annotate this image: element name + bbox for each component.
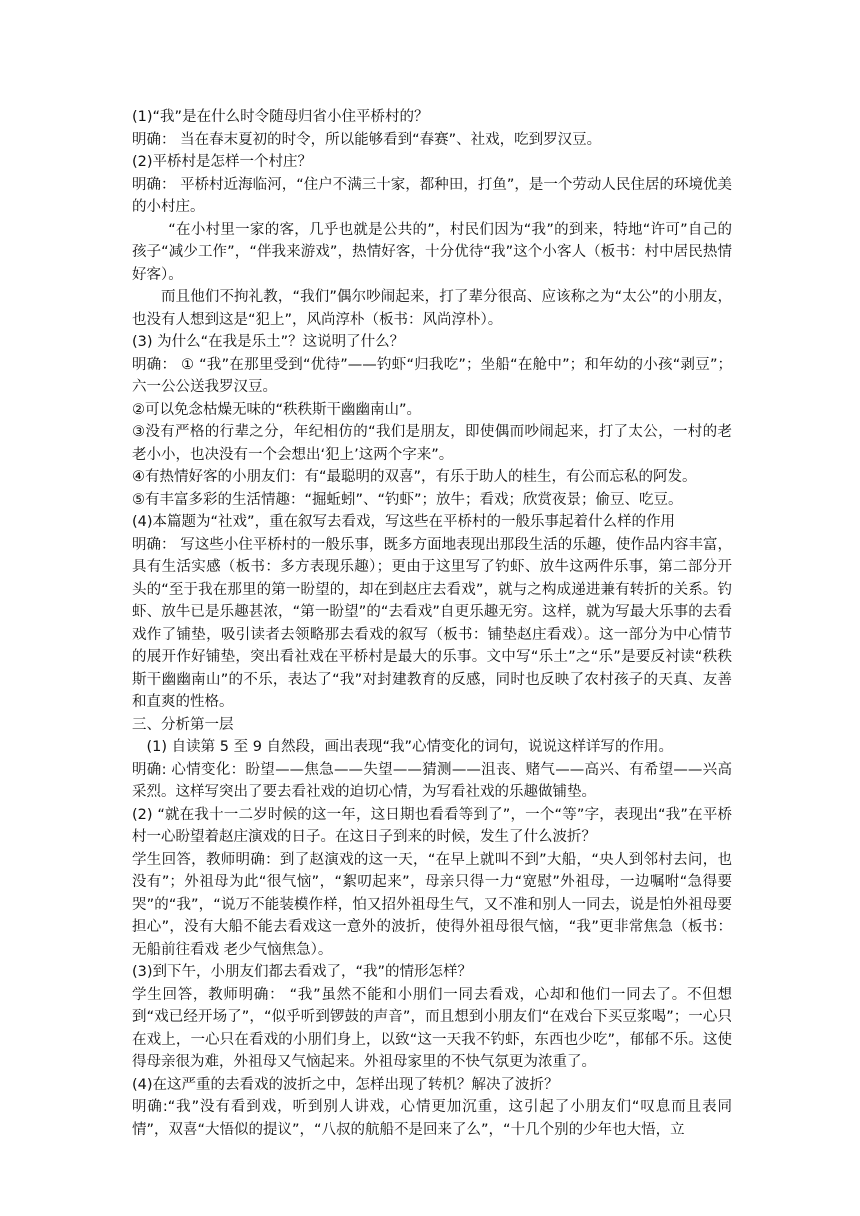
answer-3-item-5: ⑤有丰富多彩的生活情趣：“掘蚯蚓”、“钓虾”；放牛；看戏；欣赏夜景；偷豆、吃豆。 <box>132 491 683 508</box>
question-1: (1)“我”是在什么时令随母归省小住平桥村的？ <box>132 109 429 125</box>
section-answer-4: 明确:“我”没有看到戏，听到别人讲戏，心情更加沉重，这引起了小朋友们“叹息而且表同情”，双喜“大悟似的提议”，“八叔的航船不是回来了么”，“十几个别的少年也大悟，立 <box>132 1099 732 1138</box>
section-answer-3: 学生回答，教师明确： “我”虽然不能和小朋们一同去看戏，心却和他们一同去了。不但想到“戏已经开场了”，“似乎听到锣鼓的声音”，而且想到小朋友们“在戏台下买豆浆喝”；一心只在戏上，一心只在看戏的小朋们身上，以致“这一天我不钓虾，东西也少吃”，郁郁不乐。这使得母亲很为难，外祖母又气恼起来。外祖母家里的不快气氛更为浓重了。 <box>132 986 732 1070</box>
answer-3-item-1: 明确： ① “我”在那里受到“优待”——钓虾“归我吃”；坐船“在舱中”；和年幼的小孩“剥豆”；六一公公送我罗汉豆。 <box>132 356 732 395</box>
question-2: (2)平桥村是怎样一个村庄？ <box>132 154 313 170</box>
section-question-3: (3)到下午，小朋友们都去看戏了，“我”的情形怎样？ <box>132 964 473 980</box>
section-question-2: (2) “就在我十一二岁时候的这一年，这日期也看看等到了”，一个“等”字，表现出“我”在平桥村一心盼望着赵庄演戏的日子。在这日子到来的时候，发生了什么波折？ <box>132 806 732 845</box>
section-answer-2: 学生回答，教师明确：到了赵演戏的这一天，“在早上就叫不到”大船，“央人到邻村去问，也没有”；外祖母为此“很气恼”，“絮叨起来”，母亲只得一力“宽慰”外祖母，一边嘱咐“急得要哭”的“我”，“说万不能装模作样，怕又招外祖母生气，又不准和别人一同去，说是怕外祖母要担心”，没有大船不能去看戏这一意外的波折，使得外祖母很气恼，“我”更非常焦急（板书：无船前往看戏 老少气恼焦急）。 <box>132 851 732 958</box>
answer-2-paragraph-3: 而且他们不拘礼教，“我们”偶尔吵闹起来，打了辈分很高、应该称之为“太公”的小朋友，也没有人想到这是“犯上”，风尚淳朴（板书：风尚淳朴）。 <box>132 289 732 328</box>
answer-2-paragraph-2: “在小村里一家的客，几乎也就是公共的”，村民们因为“我”的到来，特地“许可”自己的孩子“减少工作”，“伴我来游戏”，热情好客，十分优待“我”这个小客人（板书：村中居民热情好客）。 <box>132 221 732 283</box>
answer-4: 明确： 写这些小住平桥村的一般乐事，既多方面地表现出那段生活的乐趣，使作品内容丰富，具有生活实感（板书：多方表现乐趣）；更由于这里写了钓虾、放牛这两件乐事，第二部分开头的“至于我在那里的第一盼望的，却在到赵庄去看戏”，就与之构成递进兼有转折的关系。钓虾、放牛已是乐趣甚浓，“第一盼望”的“去看戏”自更乐趣无穷。这样，就为写最大乐事的去看戏作了铺垫，吸引读者去领略那去看戏的叙写（板书：铺垫赵庄看戏）。这一部分为中心情节的展开作好铺垫，突出看社戏在平桥村是最大的乐事。文中写“乐土”之“乐”是要反衬读“秩秩斯干幽幽南山”的不乐，表达了“我”对封建教育的反感，同时也反映了农村孩子的天真、友善和直爽的性格。 <box>132 536 732 710</box>
question-3: (3) 为什么“在我是乐土”？这说明了什么？ <box>132 334 405 350</box>
question-4: (4)本篇题为“社戏”，重在叙写去看戏，写这些在平桥村的一般乐事起着什么样的作用 <box>132 514 676 530</box>
answer-3-item-4: ④有热情好客的小朋友们：有“最聪明的双喜”，有乐于助人的桂生，有公而忘私的阿发。 <box>132 469 697 485</box>
answer-3-item-2: ②可以免念枯燥无味的“秩秩斯干幽幽南山”。 <box>132 401 422 418</box>
answer-3-item-3: ③没有严格的行辈之分，年纪相仿的“我们是朋友，即使偶而吵闹起来，打了太公，一村的老老小小，也决没有一个会想出‘犯上’这两个字来”。 <box>132 424 732 463</box>
section-question-1: (1) 自读第 5 至 9 自然段，画出表现“我”心情变化的词句，说说这样详写的作用。 <box>146 739 674 755</box>
document-body <box>132 106 732 1141</box>
section-question-4: (4)在这严重的去看戏的波折之中，怎样出现了转机？解决了波折？ <box>132 1076 559 1093</box>
section-heading: 三、分析第一层 <box>132 716 234 733</box>
section-answer-1: 明确: 心情变化：盼望——焦急——失望——猜测——沮丧、赌气——高兴、有希望——兴高采烈。这样写突出了要去看社戏的迫切心情，为写看社戏的乐趣做铺垫。 <box>132 761 732 800</box>
answer-2: 明确： 平桥村近海临河，“住户不满三十家，都种田，打鱼”，是一个劳动人民住居的环境优美的小村庄。 <box>132 176 732 215</box>
answer-1: 明确： 当在春末夏初的时令，所以能够看到“春赛”、社戏，吃到罗汉豆。 <box>132 131 602 148</box>
